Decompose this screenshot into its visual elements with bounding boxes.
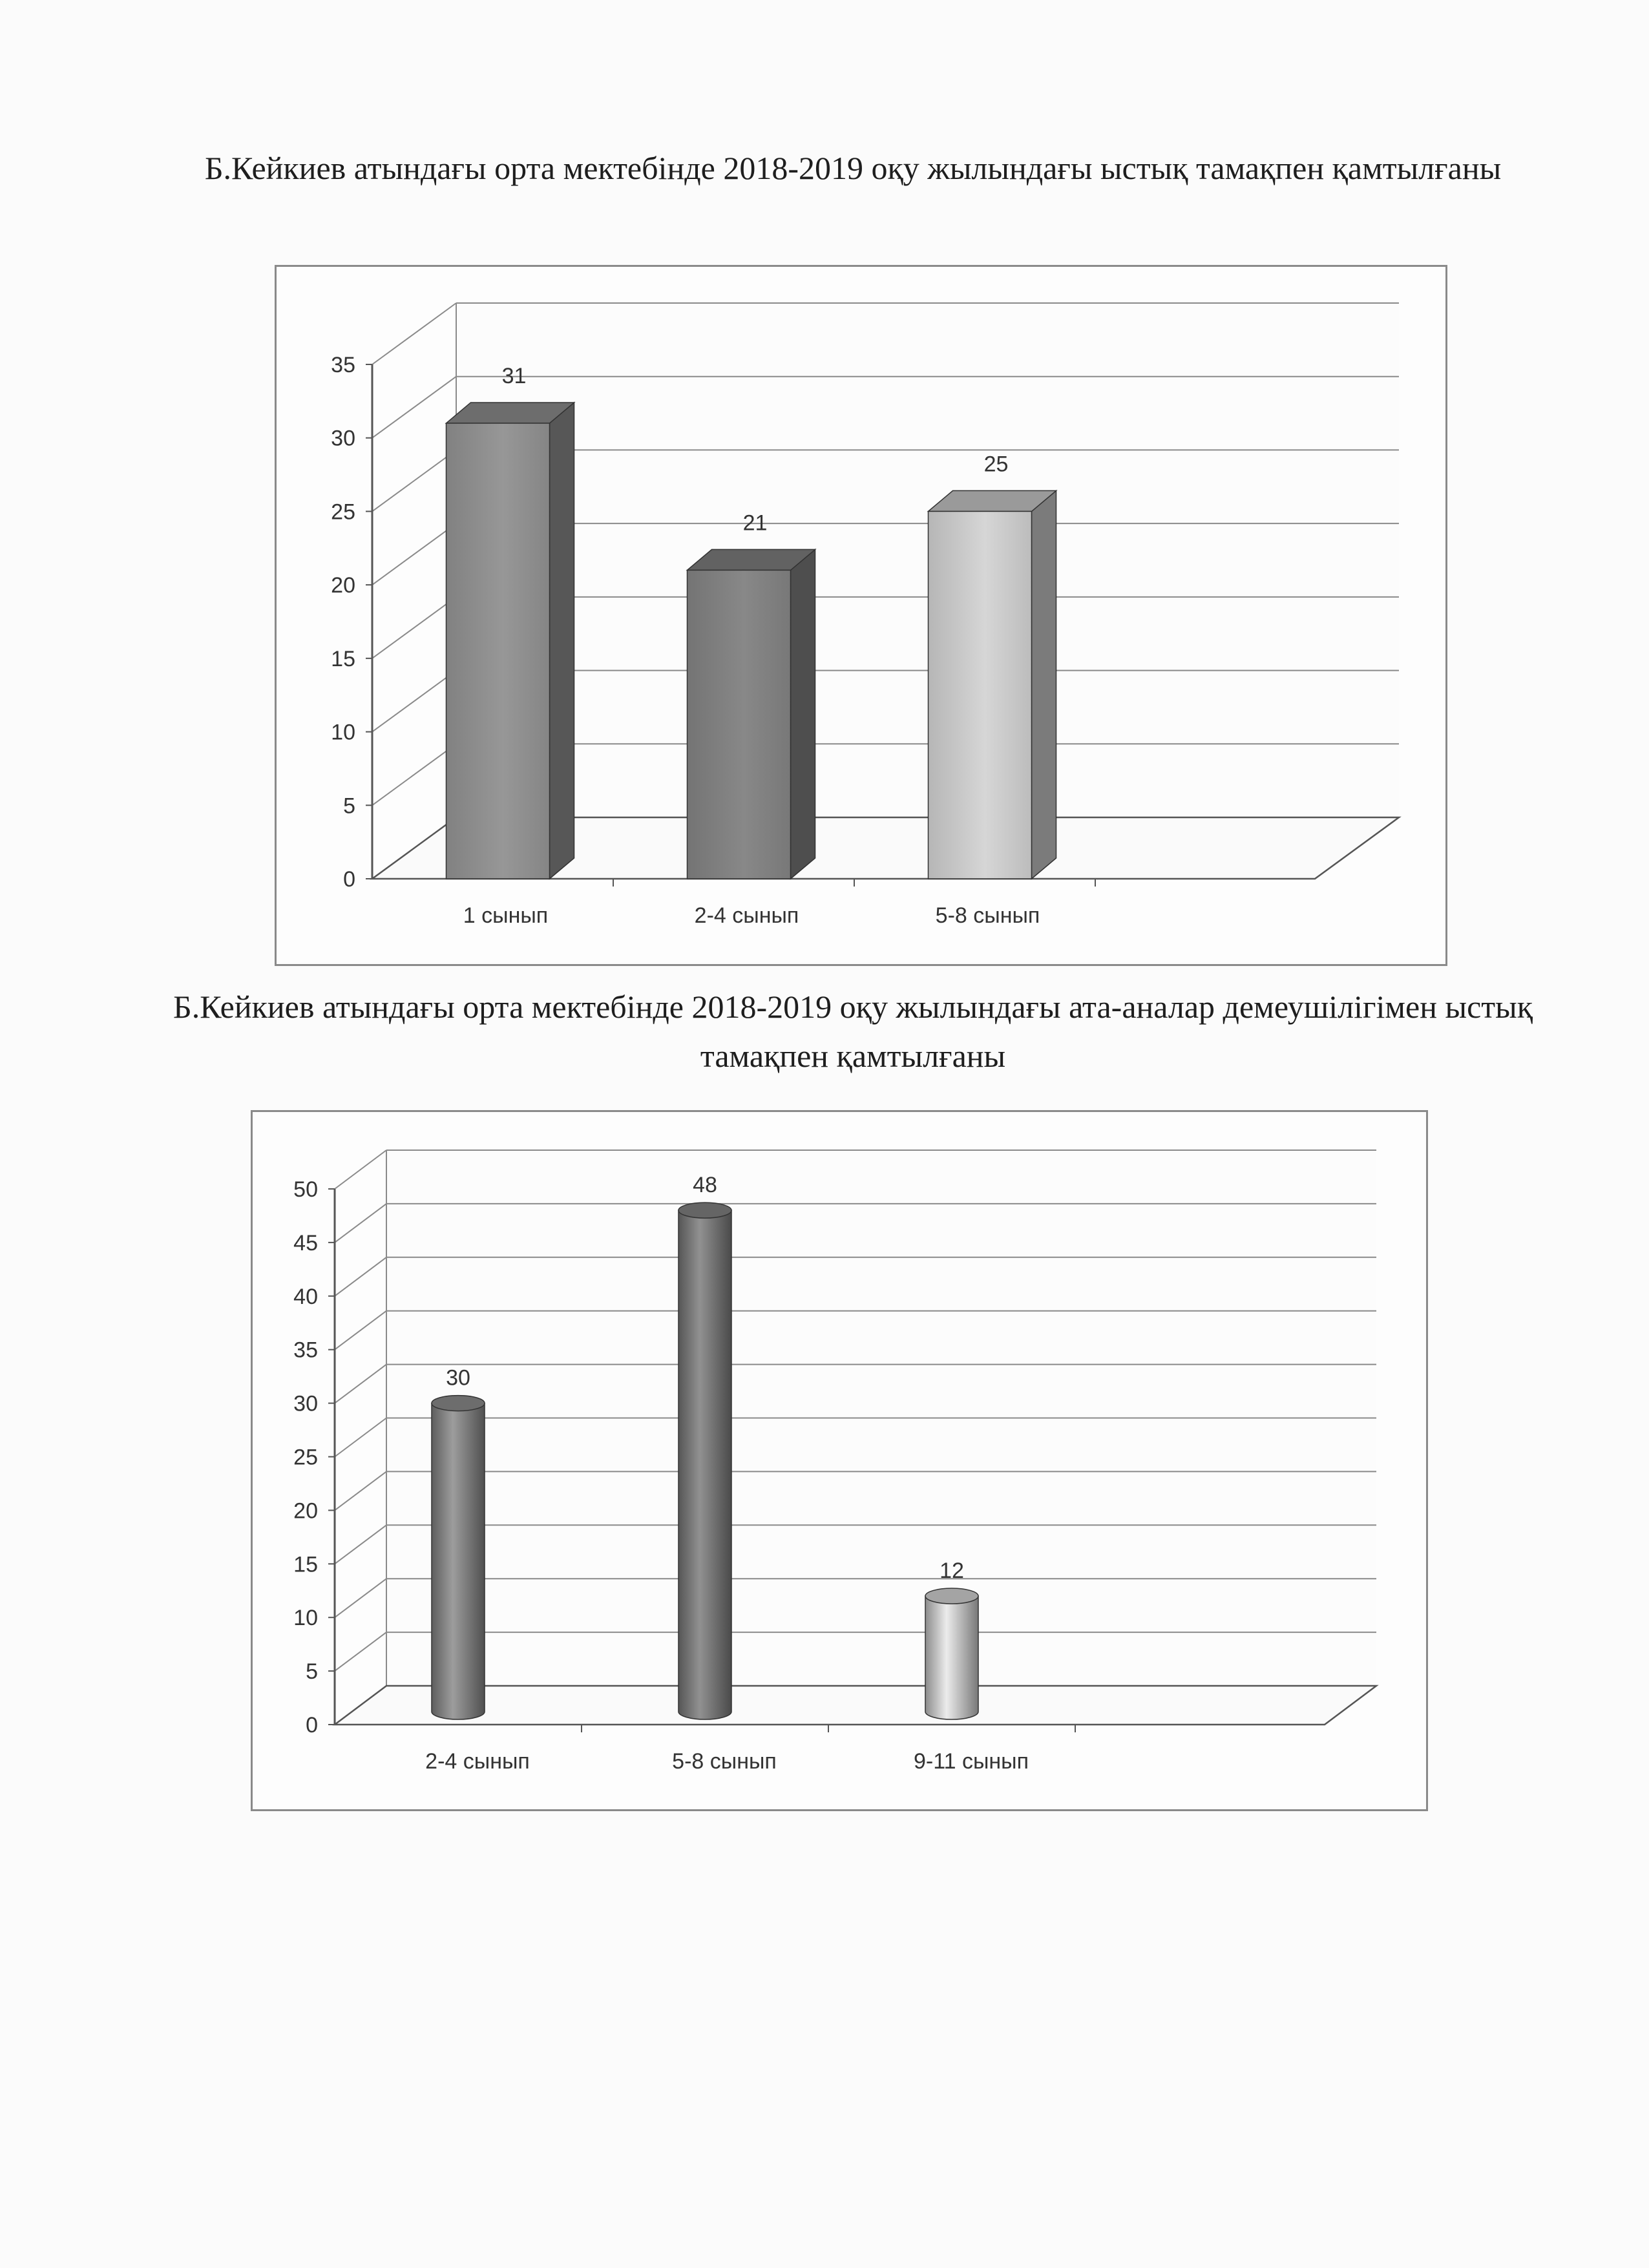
c2-bar [925, 1596, 978, 1719]
c2-x-tick-label: 5-8 сынып [672, 1749, 777, 1774]
c2-floor [335, 1686, 1376, 1725]
c1-y-tick-label: 25 [331, 499, 355, 525]
c2-bar-top [925, 1588, 978, 1604]
c2-gridline-diag [335, 1418, 386, 1457]
c2-gridline-diag [335, 1257, 386, 1296]
c2-gridline-diag [335, 1311, 386, 1350]
c2-y-tick-label: 10 [293, 1606, 318, 1631]
c1-y-tick-label: 10 [331, 720, 355, 745]
c1-y-tick-label: 5 [343, 793, 355, 819]
c2-gridline-diag [335, 1204, 386, 1243]
c2-y-tick-label: 35 [293, 1338, 318, 1363]
c2-bar-top [432, 1396, 485, 1411]
c2-y-tick-label: 40 [293, 1284, 318, 1309]
c1-data-label: 31 [501, 363, 527, 388]
c1-y-tick-label: 35 [331, 353, 355, 377]
c1-x-tick-label: 2-4 сынып [694, 903, 799, 928]
c1-x-tick-label: 5-8 сынып [935, 903, 1040, 928]
c2-y-tick-label: 25 [293, 1445, 318, 1470]
c2-y-tick-label: 5 [306, 1659, 318, 1685]
chart-1-title: Б.Кейкиев атындағы орта мектебінде 2018-2019 оқу жылындағы ыстық тамақпен қамтылғаны [204, 150, 1502, 186]
c1-y-tick-label: 0 [343, 867, 355, 892]
c2-bar-top [678, 1202, 731, 1218]
c1-x-tick-label: 1 сынып [463, 903, 549, 928]
c1-y-tick-label: 15 [331, 646, 355, 671]
c2-data-label: 30 [446, 1365, 470, 1391]
c2-y-tick-label: 50 [293, 1177, 318, 1202]
c2-y-tick-label: 30 [293, 1391, 318, 1416]
c2-data-label: 48 [693, 1173, 717, 1198]
c2-gridline-diag [335, 1150, 386, 1189]
c2-gridline-diag [335, 1632, 386, 1671]
c2-y-tick-label: 20 [293, 1498, 318, 1524]
c2-gridline-diag [335, 1525, 386, 1564]
c2-x-tick-label: 2-4 сынып [425, 1749, 530, 1774]
chart-2-title: Б.Кейкиев атындағы орта мектебінде 2018-2019 оқу жылындағы ата-аналар демеушілігімен ыстық тамақпен қамтылғаны [173, 989, 1533, 1074]
c1-y-tick-label: 30 [331, 426, 355, 451]
c1-data-label: 21 [742, 510, 768, 536]
c2-y-tick-label: 0 [306, 1713, 318, 1738]
c2-gridline-diag [335, 1579, 386, 1617]
c2-y-tick-label: 45 [293, 1230, 318, 1255]
c2-bar [678, 1210, 731, 1719]
c1-data-label: 25 [983, 452, 1009, 477]
c2-x-tick-label: 9-11 сынып [913, 1749, 1029, 1774]
c2-bar [432, 1403, 485, 1719]
c2-gridline-diag [335, 1471, 386, 1510]
c1-y-tick-label: 20 [331, 573, 355, 598]
c2-y-tick-label: 15 [293, 1552, 318, 1577]
c2-gridline-diag [335, 1365, 386, 1403]
c2-data-label: 12 [940, 1559, 964, 1584]
